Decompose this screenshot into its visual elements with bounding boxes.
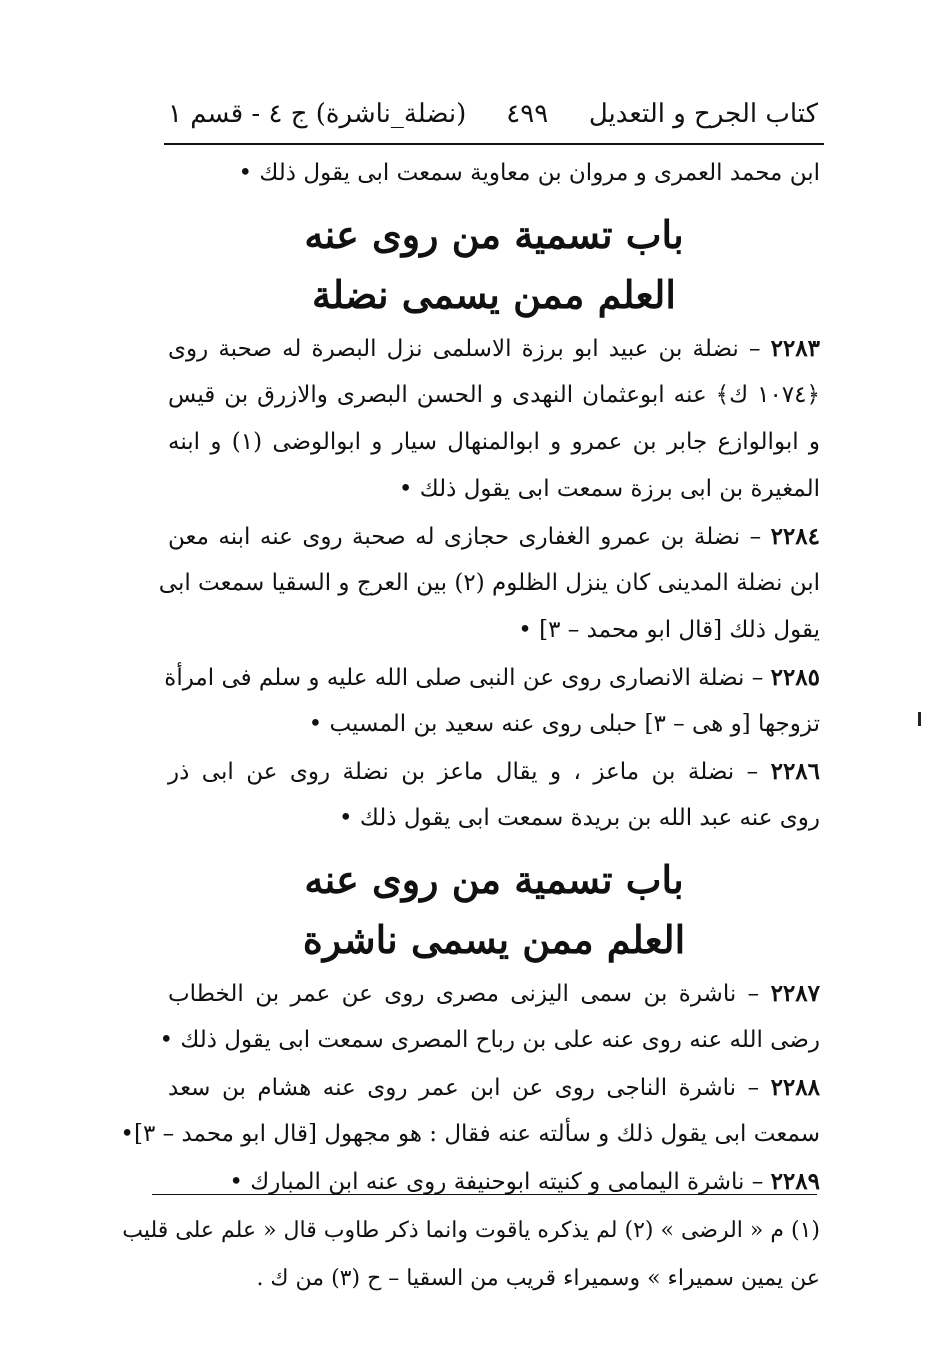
entry-number: ٢٢٨٧ [770, 980, 820, 1007]
entry-number: ٢٢٨٦ [770, 758, 821, 785]
entry-line: ٢٢٨٩ – ناشرة اليمامى و كنيته ابوحنيفة روى عنه ابن المبارك • [229, 1168, 820, 1195]
footnote-rule [152, 1194, 817, 1195]
entry-number: ٢٢٨٩ [770, 1168, 820, 1195]
entry-line: ٢٢٨٧ – ناشرة بن سمى اليزنى مصرى روى عن عمر بن الخطاب [168, 980, 820, 1007]
text-line: و ابوالوازع جابر بن عمرو و ابوالمنهال سيار و ابوالوضى (١) و ابنه [168, 429, 821, 455]
text-line: رضى الله عنه روى عنه على بن رباح المصرى سمعت ابى يقول ذلك • [159, 1027, 820, 1053]
entry-line: ٢٢٨٦ – نضلة بن ماعز ، و يقال ماعز بن نضلة روى عن ابى ذر [168, 758, 821, 785]
chapter-heading: العلم ممن يسمى نضلة [312, 272, 676, 317]
section-label: (نضلة_ناشرة) ج ٤ - قسم ١ [168, 99, 467, 129]
main-text [120, 150, 821, 1205]
chapter-heading: العلم ممن يسمى ناشرة [302, 917, 686, 962]
text-line: ابن نضلة المدينى كان ينزل الظلوم (٢) بين العرج و السقيا سمعت ابى [158, 570, 820, 596]
text-line: ابن محمد العمرى و مروان بن معاوية سمعت ابى يقول ذلك • [238, 160, 820, 186]
entry-number: ٢٢٨٥ [770, 664, 820, 691]
header-rule [164, 143, 824, 145]
text-line: سمعت ابى يقول ذلك و سألته عنه فقال : هو مجهول [قال ابو محمد – ٣]• [120, 1121, 820, 1147]
footnote-line: (١) م « الرضى » (٢) لم يذكره ياقوت وانما ذكر طاوب قال « علم على قليب [122, 1218, 820, 1243]
text-line: يقول ذلك [قال ابو محمد – ٣] • [518, 617, 820, 643]
entry-line: ٢٢٨٥ – نضلة الانصارى روى عن النبى صلى الله عليه و سلم فى امرأة [164, 664, 820, 691]
entry-number: ٢٢٨٣ [770, 335, 820, 362]
footnotes [122, 1207, 820, 1303]
margin-mark [918, 712, 921, 726]
chapter-heading: باب تسمية من روى عنه [304, 857, 684, 902]
text-line: روى عنه عبد الله بن بريدة سمعت ابى يقول ذلك • [339, 805, 820, 831]
text-line: تزوجها [و هى – ٣] حبلى روى عنه سعيد بن المسيب • [308, 711, 820, 737]
entry-line: ٢٢٨٨ – ناشرة الناجى روى عن ابن عمر روى عنه هشام بن سعد [168, 1074, 820, 1101]
entry-number: ٢٢٨٤ [770, 523, 820, 550]
entry-line: ٢٢٨٣ – نضلة بن عبيد ابو برزة الاسلمى نزل البصرة له صحبة روى [168, 335, 820, 362]
footnote-line: عن يمين سميراء » وسميراء قريب من السقيا – ح (٣) من ك . [256, 1266, 820, 1291]
chapter-heading: باب تسمية من روى عنه [304, 212, 684, 257]
text-line: المغيرة بن ابى برزة سمعت ابى يقول ذلك • [398, 476, 820, 502]
running-header [168, 92, 818, 136]
text-line: ﴿١٠٧٤ ك﴾ عنه ابوعثمان النهدى و الحسن البصرى والازرق بن قيس [168, 382, 820, 408]
entry-number: ٢٢٨٨ [770, 1074, 820, 1101]
entry-line: ٢٢٨٤ – نضلة بن عمرو الغفارى حجازى له صحبة روى عنه ابنه معن [168, 523, 820, 550]
page-number: ٤٩٩ [506, 99, 549, 129]
book-title: كتاب الجرح و التعديل [588, 99, 818, 129]
